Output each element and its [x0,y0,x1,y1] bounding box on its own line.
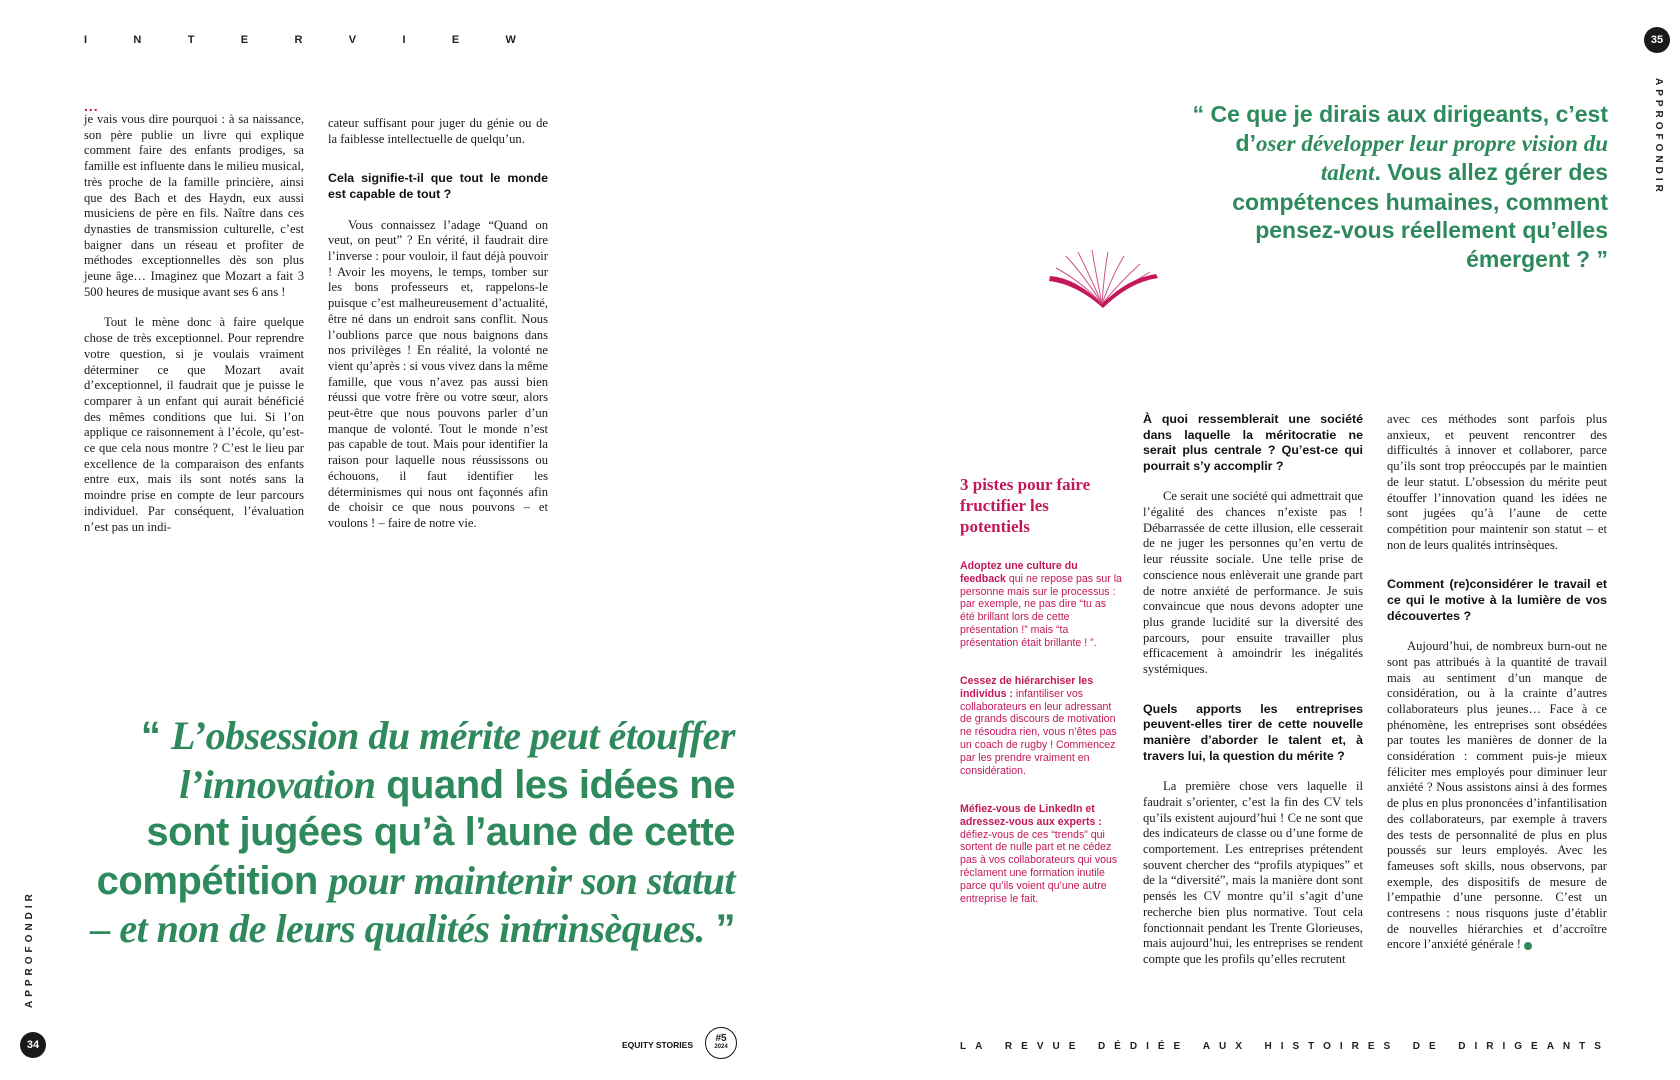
tip-heading: Adoptez une culture du feedback [960,560,1078,585]
kicker-letter: T [187,34,195,46]
quote-italic: L’obsession du mérite peut étouffer l’innovation [171,713,735,807]
quote-close: ” [704,907,735,951]
paragraph: cateur suffisant pour juger du génie ou de la faiblesse intellectuelle de quelqu’un. [328,116,548,146]
interview-question: Quels apports les entreprises peuvent-elles tirer de cette nouvelle manière d’aborder le talent et, à travers lui, la question du mérite ? [1143,701,1363,763]
quote-italic: pour maintenir son statut – et non de leurs qualités intrinsèques. [90,857,735,951]
tip-heading: Cessez de hiérarchiser les individus : [960,675,1094,700]
paragraph: Vous connaissez l’adage “Quand on veut, on peut” ? En vérité, il faudrait dire l’inverse : pour vouloir, il faut déjà pouvoir ! Avoir les moyens, le temps, tomber sur les bons professeurs et, rappelons-le puisque c’est malheureusement d’actualité, être né dans un endroit sans conflit. Nous l’oublions parce que nous baignons dans nos privilèges ! En réalité, la volonté ne vient qu’après : si vous vivez dans la même famille, que vous n’avez pas aussi bien réussi que votre frère ou votre sœur, alors peut-être que nous pouvons parler d’un manque de volonté. Tout le monde n’est pas capable de tout. Mais pour identifier la raison pour laquelle nous réussissons ou échouons, il faut identifier les déterminismes qui nous ont façonnés afin de choisir ce que nous pouvons – et voulons ! – faire de notre vie. [328,217,548,530]
issue-number: #5 [715,1033,727,1044]
kicker-letter: E [240,34,249,46]
quote-roman: . Vous allez gérer des compétences humaines, comment pensez-vous réellement qu’elles émergent ? ” [1232,159,1608,272]
kicker-letter: E [451,34,460,46]
kicker-letter: N [133,34,142,46]
tip-heading: Méfiez-vous de LinkedIn et adressez-vous aux experts : [960,803,1102,828]
footer-tagline [960,1041,1610,1052]
footer-word: REVUE [1004,1041,1085,1052]
paragraph: Tout le mène donc à faire quelque chose de très exceptionnel. Pour reprendre votre question, si je voulais vraiment déterminer ce que Mozart avait d’exceptionnel, il faudrait que je puisse le comparer à un enfant qui aurait bénéficié des mêmes conditions que lui. Si l’on applique ce raisonnement à l’école, qu’est-ce que cela nous montre ? C’est le lieu par excellence de la comparaison des enfants entre eux, mais ils sont notés sans la moindre prise en compte de leur parcours individuel. Par conséquent, l’évaluation n’est pas un indi- [84,315,304,534]
magazine-brand: EQUITY STORIES [622,1040,694,1050]
interview-question: Cela signifie-t-il que tout le monde est capable de tout ? [328,171,548,201]
footer-word: HISTOIRES [1264,1041,1400,1052]
interview-question: Comment (re)considérer le travail et ce qui le motive à la lumière de vos découvertes ? [1387,577,1607,623]
paragraph: avec ces méthodes sont parfois plus anxieux, et peuvent rencontrer des difficultés à innover et collaborer, parce qu’ils sont trop préoccupés par le maintien de leur statut. L’obsession du mérite peut étouffer l’innovation quand les idées ne sont jugées qu’à l’aune de cette compétition pour maintenir son statut – et non de leurs qualités intrinsèques. [1387,412,1607,552]
section-label-vertical-left: APPROFONDIR [24,890,35,1008]
footer-word: DE [1412,1041,1445,1052]
tip-text: défiez-vous de ces “trends” qui sortent de nulle part et ne cédez pas à vos collaborateurs qui vous réclament une formation inutile parce qu’ils voient qu’une autre entreprise le fait. [960,828,1118,905]
end-mark-icon [1524,942,1532,950]
interview-question: À quoi ressemblerait une société dans laquelle la méritocratie ne serait plus centrale ? Qu’est-ce qui pourrait s’y accomplir ? [1143,412,1363,473]
kicker-letter: R [294,34,303,46]
section-label-vertical-right: APPROFONDIR [1653,78,1664,196]
right-column-2 [1387,412,1607,953]
sidebar-title: 3 pistes pour faire fructifier les potentiels [960,475,1091,536]
footer-word: AUX [1202,1041,1251,1052]
issue-year: 2024 [714,1044,728,1050]
sidebar-tip [960,803,1122,905]
sidebar-tip [960,560,1122,650]
kicker-letter: W [505,34,516,46]
section-kicker [84,34,516,46]
paragraph [1387,639,1607,953]
left-column-1 [84,98,304,535]
quote-italic: oser développer leur propre vision du talent [1255,130,1608,185]
paragraph: Ce serait une société qui admettrait que l’égalité des chances n’existe pas ! Débarrassée de cette illusion, elle cesserait de ne juger les personnes qu’en vertu de leur réussite sociale. Une telle prise de conscience nous enlèverait une grande part de notre anxiété de performance. Je suis convaincue que nous devons adopter une plus grande lucidité sur la diversité des parcours, pour ensuite travailler plus efficacement à amoindrir les inégalités systémiques. [1143,489,1363,677]
page-number-left: 34 [20,1032,46,1058]
page-number-right: 35 [1644,27,1670,53]
footer-word: DIRIGEANTS [1458,1041,1610,1052]
footer-word: LA [960,1041,992,1052]
quote-roman: “ Ce que je dirais aux dirigeants, c’est d’ [1192,101,1608,156]
sidebar-tip [960,675,1122,777]
left-column-2 [328,116,548,532]
quote-open: “ [140,714,172,758]
paragraph: je vais vous dire pourquoi : à sa naissance, son père publie un livre qui explique comment faire des enfants prodiges, sa famille est influente dans le milieu musical, très proche de la famille princière, ainsi que des Bach et des Haydn, eux aussi musiciens de père en fils. Naître dans ces dynasties de transmission culturelle, c’est baigner dans un réseau et profiter de méthodes exceptionnelles dès son plus jeune âge… Imaginez que Mozart a fait 3 500 heures de musique avant ses 6 ans ! [84,112,304,299]
open-book-icon [1046,248,1160,308]
pull-quote-left [90,712,735,954]
footer-word: DÉDIÉE [1097,1041,1190,1052]
quote-roman: quand les idées ne sont jugées qu’à l’aune de cette compétition [96,762,735,903]
paragraph-text: Aujourd’hui, de nombreux burn-out ne sont pas attribués à la quantité de travail mais au sentiment d’un manque de considération, ou à la crainte d’autres collaborateurs plus jeunes… Face à ce phénomène, les entreprises sont obsédées par toutes les manières de donner de la considération : comment puis-je mieux féliciter mes employés pour diminuer leur anxiété ? Nous assistons ainsi à des formes de plus en plus prononcées d’infantilisation des collaborateurs, par exemple à travers des tests de personnalité de plus en plus poussés sur leurs employés. Avec les fameuses soft skills, nous observons, par exemple, des dispositifs de mesure de l’empathie d’une personne. C’est un contresens : nous risquons juste d’établir de nouvelles hiérarchies et d’accroître encore l’anxiété générale ! [1387,639,1607,952]
kicker-letter: I [84,34,88,46]
kicker-letter: V [348,34,357,46]
continuation-dots: ... [84,98,99,114]
right-column-1 [1143,412,1363,968]
kicker-letter: I [402,34,406,46]
issue-badge [705,1027,737,1059]
pull-quote-right [1180,100,1608,273]
tip-text: qui ne repose pas sur la personne mais sur le processus : par exemple, ne pas dire “tu as été brillant lors de cette présentation !” mais “ta présentation était brillante ! ”. [960,572,1122,649]
paragraph: La première chose vers laquelle il faudrait s’orienter, c’est la fin des CV tels qu’ils existent aujourd’hui ! Ce ne sont que des indicateurs de classe ou d’une forme de comportement. Les entreprises prétendent souvent chercher des “profils atypiques” et de la “diversité”, mais la manière dont sont pensés les CV montre qu’il s’agit d’une recherche bien plus normative. Tout cela fonctionnait pendant les Trente Glorieuses, mais aujourd’hui, les entreprises se rendent compte que les profils qu’elles recrutent [1143,779,1363,966]
tip-text: infantiliser vos collaborateurs en leur adressant de grands discours de motivation ne résoudra rien, vous n’êtes pas un coach de rugby ! Commencez par les prendre vraiment en considération. [960,687,1117,777]
